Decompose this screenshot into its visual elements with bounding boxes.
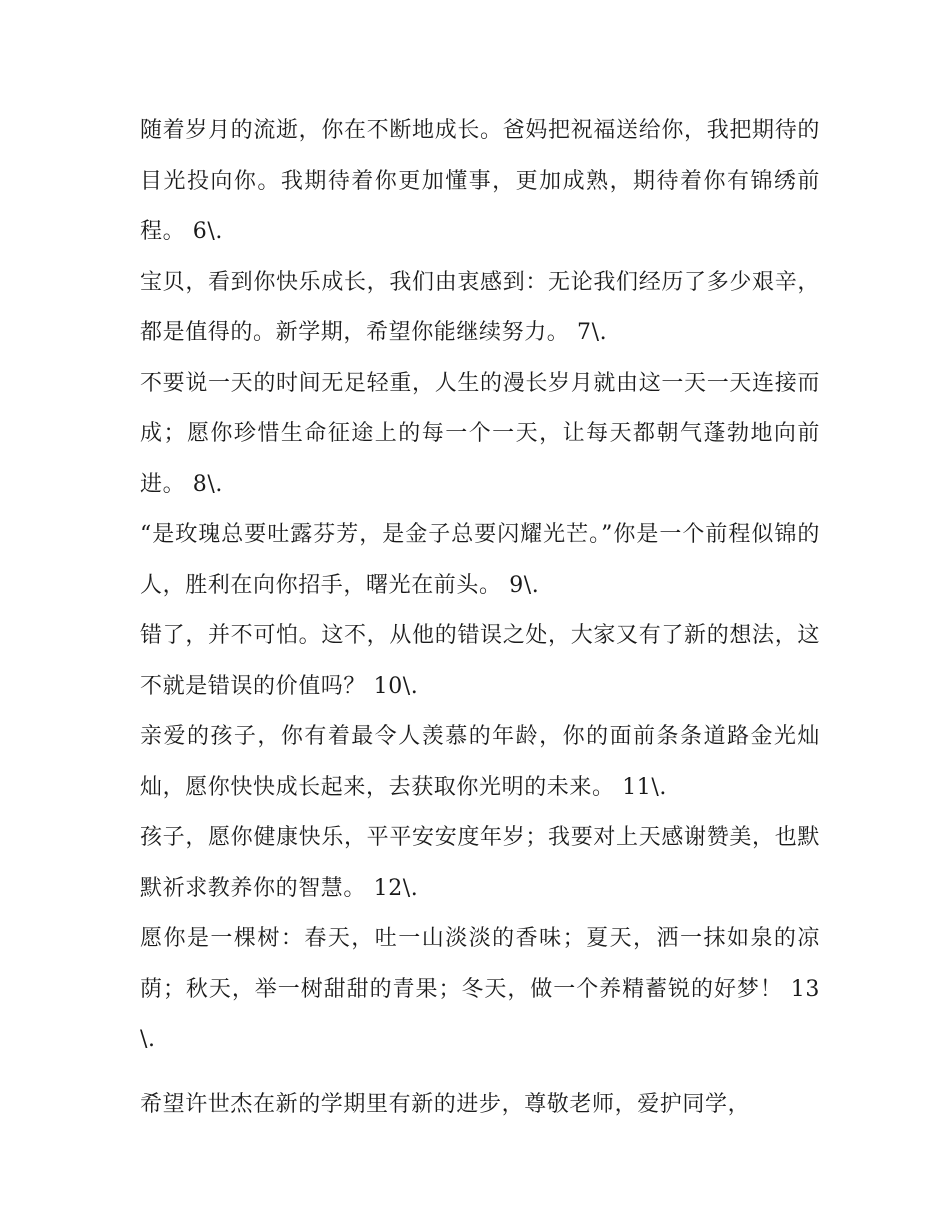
- paragraph-10: 错了，并不可怕。这不，从他的错误之处，大家又有了新的想法，这不就是错误的价值吗？ 10\.: [140, 623, 820, 699]
- paragraph-14: 希望许世杰在新的学期里有新的进步，尊敬老师，爱护同学，: [140, 1091, 751, 1117]
- document-body: [140, 106, 820, 1130]
- paragraph-6: 随着岁月的流逝，你在不断地成长。爸妈把祝福送给你，我把期待的目光投向你。我期待着你更加懂事，更加成熟，期待着你有锦绣前程。 6\.: [140, 118, 820, 244]
- paragraph-9: “是玫瑰总要吐露芬芳，是金子总要闪耀光芒。”你是一个前程似锦的人，胜利在向你招手，曙光在前头。 9\.: [140, 522, 820, 598]
- paragraph-8: 不要说一天的时间无足轻重，人生的漫长岁月就由这一天一天连接而成；愿你珍惜生命征途上的每一个一天，让每天都朝气蓬勃地向前进。 8\.: [140, 370, 820, 497]
- paragraph-7: 宝贝，看到你快乐成长，我们由衷感到：无论我们经历了多少艰辛，都是值得的。新学期，希望你能继续努力。 7\.: [140, 269, 820, 345]
- paragraph-11: 亲爱的孩子，你有着最令人羡慕的年龄，你的面前条条道路金光灿灿，愿你快快成长起来，去获取你光明的未来。 11\.: [140, 724, 820, 800]
- paragraph-12: 孩子，愿你健康快乐，平平安安度年岁；我要对上天感谢赞美，也默默祈求教养你的智慧。 12\.: [140, 825, 820, 901]
- paragraph-13: 愿你是一棵树：春天，吐一山淡淡的香味；夏天，洒一抹如泉的凉荫；秋天，举一树甜甜的青果；冬天，做一个养精蓄锐的好梦！ 13\.: [140, 926, 820, 1052]
